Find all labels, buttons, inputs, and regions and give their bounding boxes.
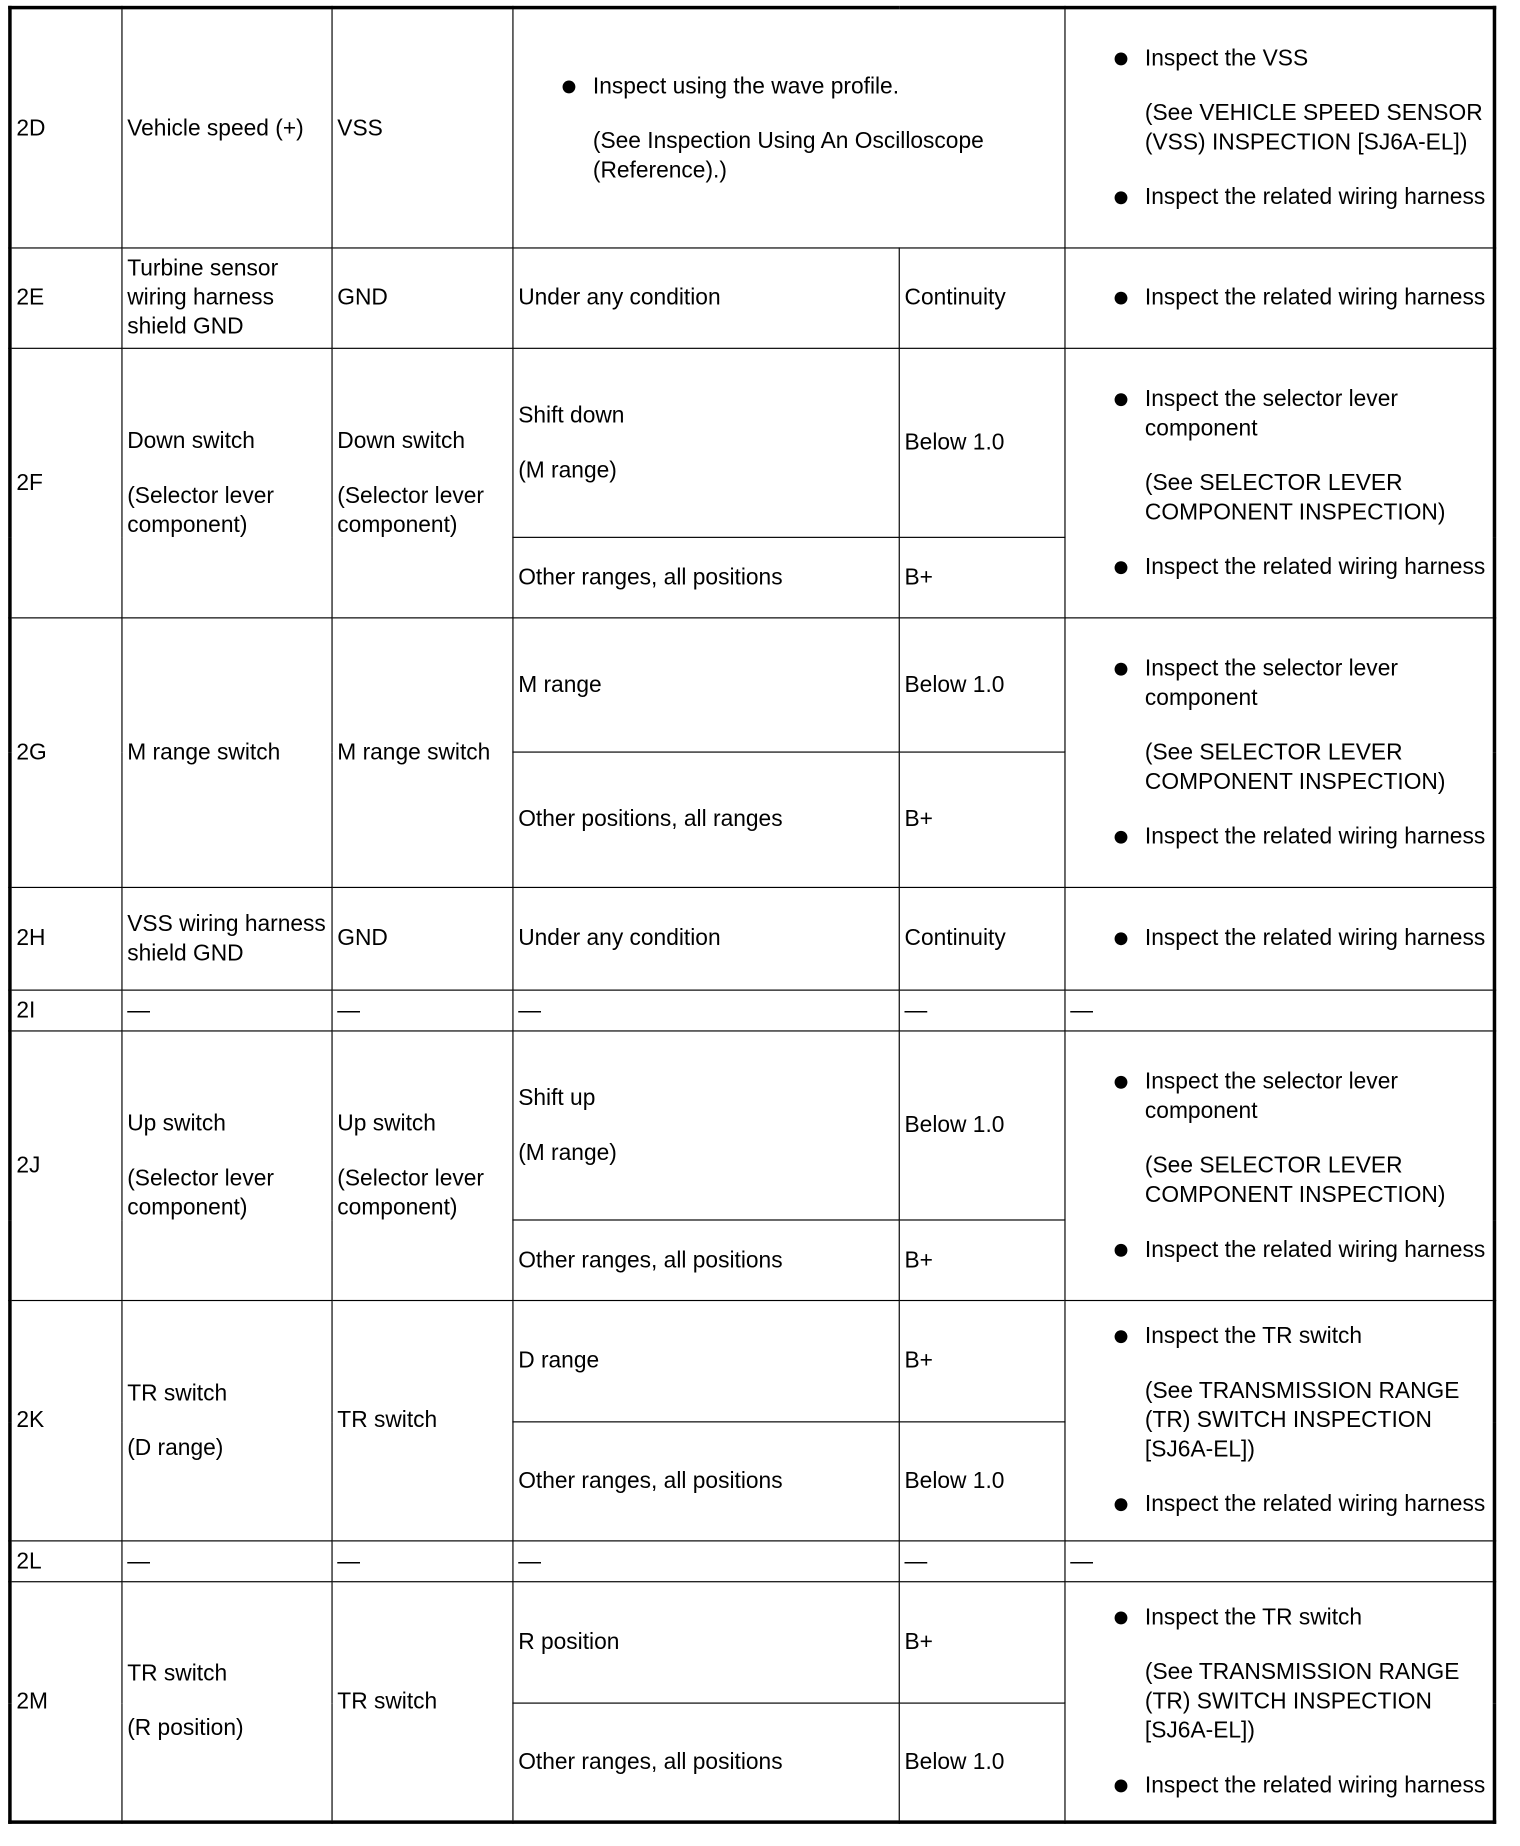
action-cell [1065, 1031, 1494, 1301]
connected-name: Up switch [337, 1110, 436, 1136]
empty-cell: — [1065, 990, 1494, 1031]
connected-to-cell: M range switch [332, 618, 513, 888]
condition-text: Shift down [518, 401, 625, 428]
inspection-item-cell [513, 8, 1065, 248]
table-row [10, 8, 1495, 248]
condition-cell [513, 1031, 899, 1220]
empty-cell: — [122, 1541, 332, 1582]
action-reference: (See SELECTOR LEVER COMPONENT INSPECTION) [1144, 469, 1446, 525]
action-bullet: Inspect the related wiring harness [1066, 1771, 1493, 1800]
terminal-cell: 2H [10, 887, 122, 990]
condition-cell: M range [513, 618, 899, 752]
action-cell [1065, 618, 1494, 888]
terminal-cell: 2M [10, 1582, 122, 1822]
connected-to-cell: TR switch [332, 1301, 513, 1541]
voltage-cell: Continuity [899, 887, 1065, 990]
connected-to-cell: VSS [332, 8, 513, 248]
connected-to-cell: GND [332, 887, 513, 990]
terminal-cell: 2E [10, 248, 122, 348]
action-bullet: Inspect the selector lever component [1066, 654, 1493, 712]
voltage-cell: B+ [899, 1582, 1065, 1703]
action-bullet: Inspect the related wiring harness [1066, 1235, 1493, 1264]
condition-cell: Under any condition [513, 248, 899, 348]
table-row [10, 1031, 1495, 1220]
connected-note: (Selector lever component) [337, 482, 485, 538]
voltage-cell: Below 1.0 [899, 1031, 1065, 1220]
terminal-cell: 2L [10, 1541, 122, 1582]
signal-cell [122, 1301, 332, 1541]
action-reference: (See SELECTOR LEVER COMPONENT INSPECTION) [1144, 739, 1446, 795]
connected-note: (Selector lever component) [337, 1165, 485, 1220]
empty-cell: — [899, 1541, 1065, 1582]
connected-to-cell [332, 348, 513, 618]
table-row [10, 990, 1495, 1031]
signal-cell: Vehicle speed (+) [122, 8, 332, 248]
signal-cell: M range switch [122, 618, 332, 888]
terminal-cell: 2F [10, 348, 122, 618]
action-bullet: Inspect the selector lever component [1066, 1067, 1493, 1125]
empty-cell: — [122, 990, 332, 1031]
empty-cell: — [899, 990, 1065, 1031]
condition-cell: Other ranges, all positions [513, 1220, 899, 1301]
empty-cell: — [513, 1541, 899, 1582]
action-bullet: Inspect the related wiring harness [1066, 284, 1493, 313]
condition-cell: Other ranges, all positions [513, 537, 899, 618]
action-cell [1065, 1301, 1494, 1541]
signal-note: (R position) [127, 1715, 244, 1742]
signal-name: Up switch [127, 1110, 226, 1136]
signal-cell: VSS wiring harness shield GND [122, 887, 332, 990]
condition-cell: Under any condition [513, 887, 899, 990]
condition-text: Shift up [518, 1084, 596, 1111]
terminal-cell: 2I [10, 990, 122, 1031]
table-row [10, 348, 1495, 537]
voltage-cell: Below 1.0 [899, 348, 1065, 537]
voltage-cell: B+ [899, 1220, 1065, 1301]
action-bullet: Inspect the related wiring harness [1066, 183, 1493, 212]
connected-to-cell: TR switch [332, 1582, 513, 1822]
action-cell [1065, 887, 1494, 990]
action-reference: (See VEHICLE SPEED SENSOR (VSS) INSPECTION [SJ6A-EL]) [1144, 100, 1483, 156]
condition-cell [513, 348, 899, 537]
signal-name: Down switch [127, 427, 255, 454]
signal-cell [122, 348, 332, 618]
condition-note: (M range) [518, 1139, 617, 1166]
action-bullet: Inspect the related wiring harness [1066, 822, 1493, 851]
table-row [10, 248, 1495, 348]
action-cell [1065, 248, 1494, 348]
terminal-inspection-table [8, 6, 1496, 1824]
connected-to-cell: GND [332, 248, 513, 348]
table-row [10, 1541, 1495, 1582]
signal-name: TR switch [127, 1660, 228, 1687]
condition-cell: Other positions, all ranges [513, 752, 899, 887]
condition-cell: Other ranges, all positions [513, 1422, 899, 1541]
empty-cell: — [1065, 1541, 1494, 1582]
condition-cell: Other ranges, all positions [513, 1703, 899, 1822]
voltage-cell: Continuity [899, 248, 1065, 348]
table-row [10, 887, 1495, 990]
voltage-cell: B+ [899, 537, 1065, 618]
empty-cell: — [332, 1541, 513, 1582]
terminal-cell: 2J [10, 1031, 122, 1301]
condition-cell: D range [513, 1301, 899, 1422]
action-bullet: Inspect the TR switch [1066, 1603, 1493, 1632]
signal-cell [122, 1031, 332, 1301]
signal-cell [122, 1582, 332, 1822]
action-bullet: Inspect the VSS [1066, 44, 1493, 73]
table-row [10, 618, 1495, 752]
terminal-cell: 2D [10, 8, 122, 248]
action-bullet: Inspect the related wiring harness [1066, 553, 1493, 582]
voltage-cell: B+ [899, 752, 1065, 887]
empty-cell: — [513, 990, 899, 1031]
voltage-cell: Below 1.0 [899, 618, 1065, 752]
action-reference: (See TRANSMISSION RANGE (TR) SWITCH INSPECTION [SJ6A-EL]) [1144, 1658, 1460, 1743]
condition-note: (M range) [518, 456, 617, 483]
action-cell [1065, 348, 1494, 618]
connected-name: Down switch [337, 427, 466, 454]
condition-cell: R position [513, 1582, 899, 1703]
action-reference: (See TRANSMISSION RANGE (TR) SWITCH INSPECTION [SJ6A-EL]) [1144, 1378, 1460, 1463]
table-row [10, 1582, 1495, 1703]
terminal-cell: 2G [10, 618, 122, 888]
voltage-cell: Below 1.0 [899, 1422, 1065, 1541]
action-bullet: Inspect the related wiring harness [1066, 1490, 1493, 1519]
action-bullet: Inspect the related wiring harness [1066, 924, 1493, 953]
empty-cell: — [332, 990, 513, 1031]
action-bullet: Inspect the TR switch [1066, 1322, 1493, 1351]
action-cell [1065, 1582, 1494, 1822]
signal-cell: Turbine sensor wiring harness shield GND [122, 248, 332, 348]
voltage-cell: B+ [899, 1301, 1065, 1422]
action-bullet: Inspect the selector lever component [1066, 384, 1493, 442]
signal-name: TR switch [127, 1379, 228, 1406]
inspection-bullet: Inspect using the wave profile. [514, 72, 1065, 101]
table-row [10, 1301, 1495, 1422]
inspection-note: (See Inspection Using An Oscilloscope (Reference).) [592, 127, 984, 183]
signal-note: (Selector lever component) [127, 1165, 274, 1220]
signal-note: (D range) [127, 1434, 224, 1461]
action-reference: (See SELECTOR LEVER COMPONENT INSPECTION) [1144, 1152, 1446, 1208]
voltage-cell: Below 1.0 [899, 1703, 1065, 1822]
action-cell [1065, 8, 1494, 248]
terminal-cell: 2K [10, 1301, 122, 1541]
connected-to-cell [332, 1031, 513, 1301]
signal-note: (Selector lever component) [127, 482, 274, 538]
